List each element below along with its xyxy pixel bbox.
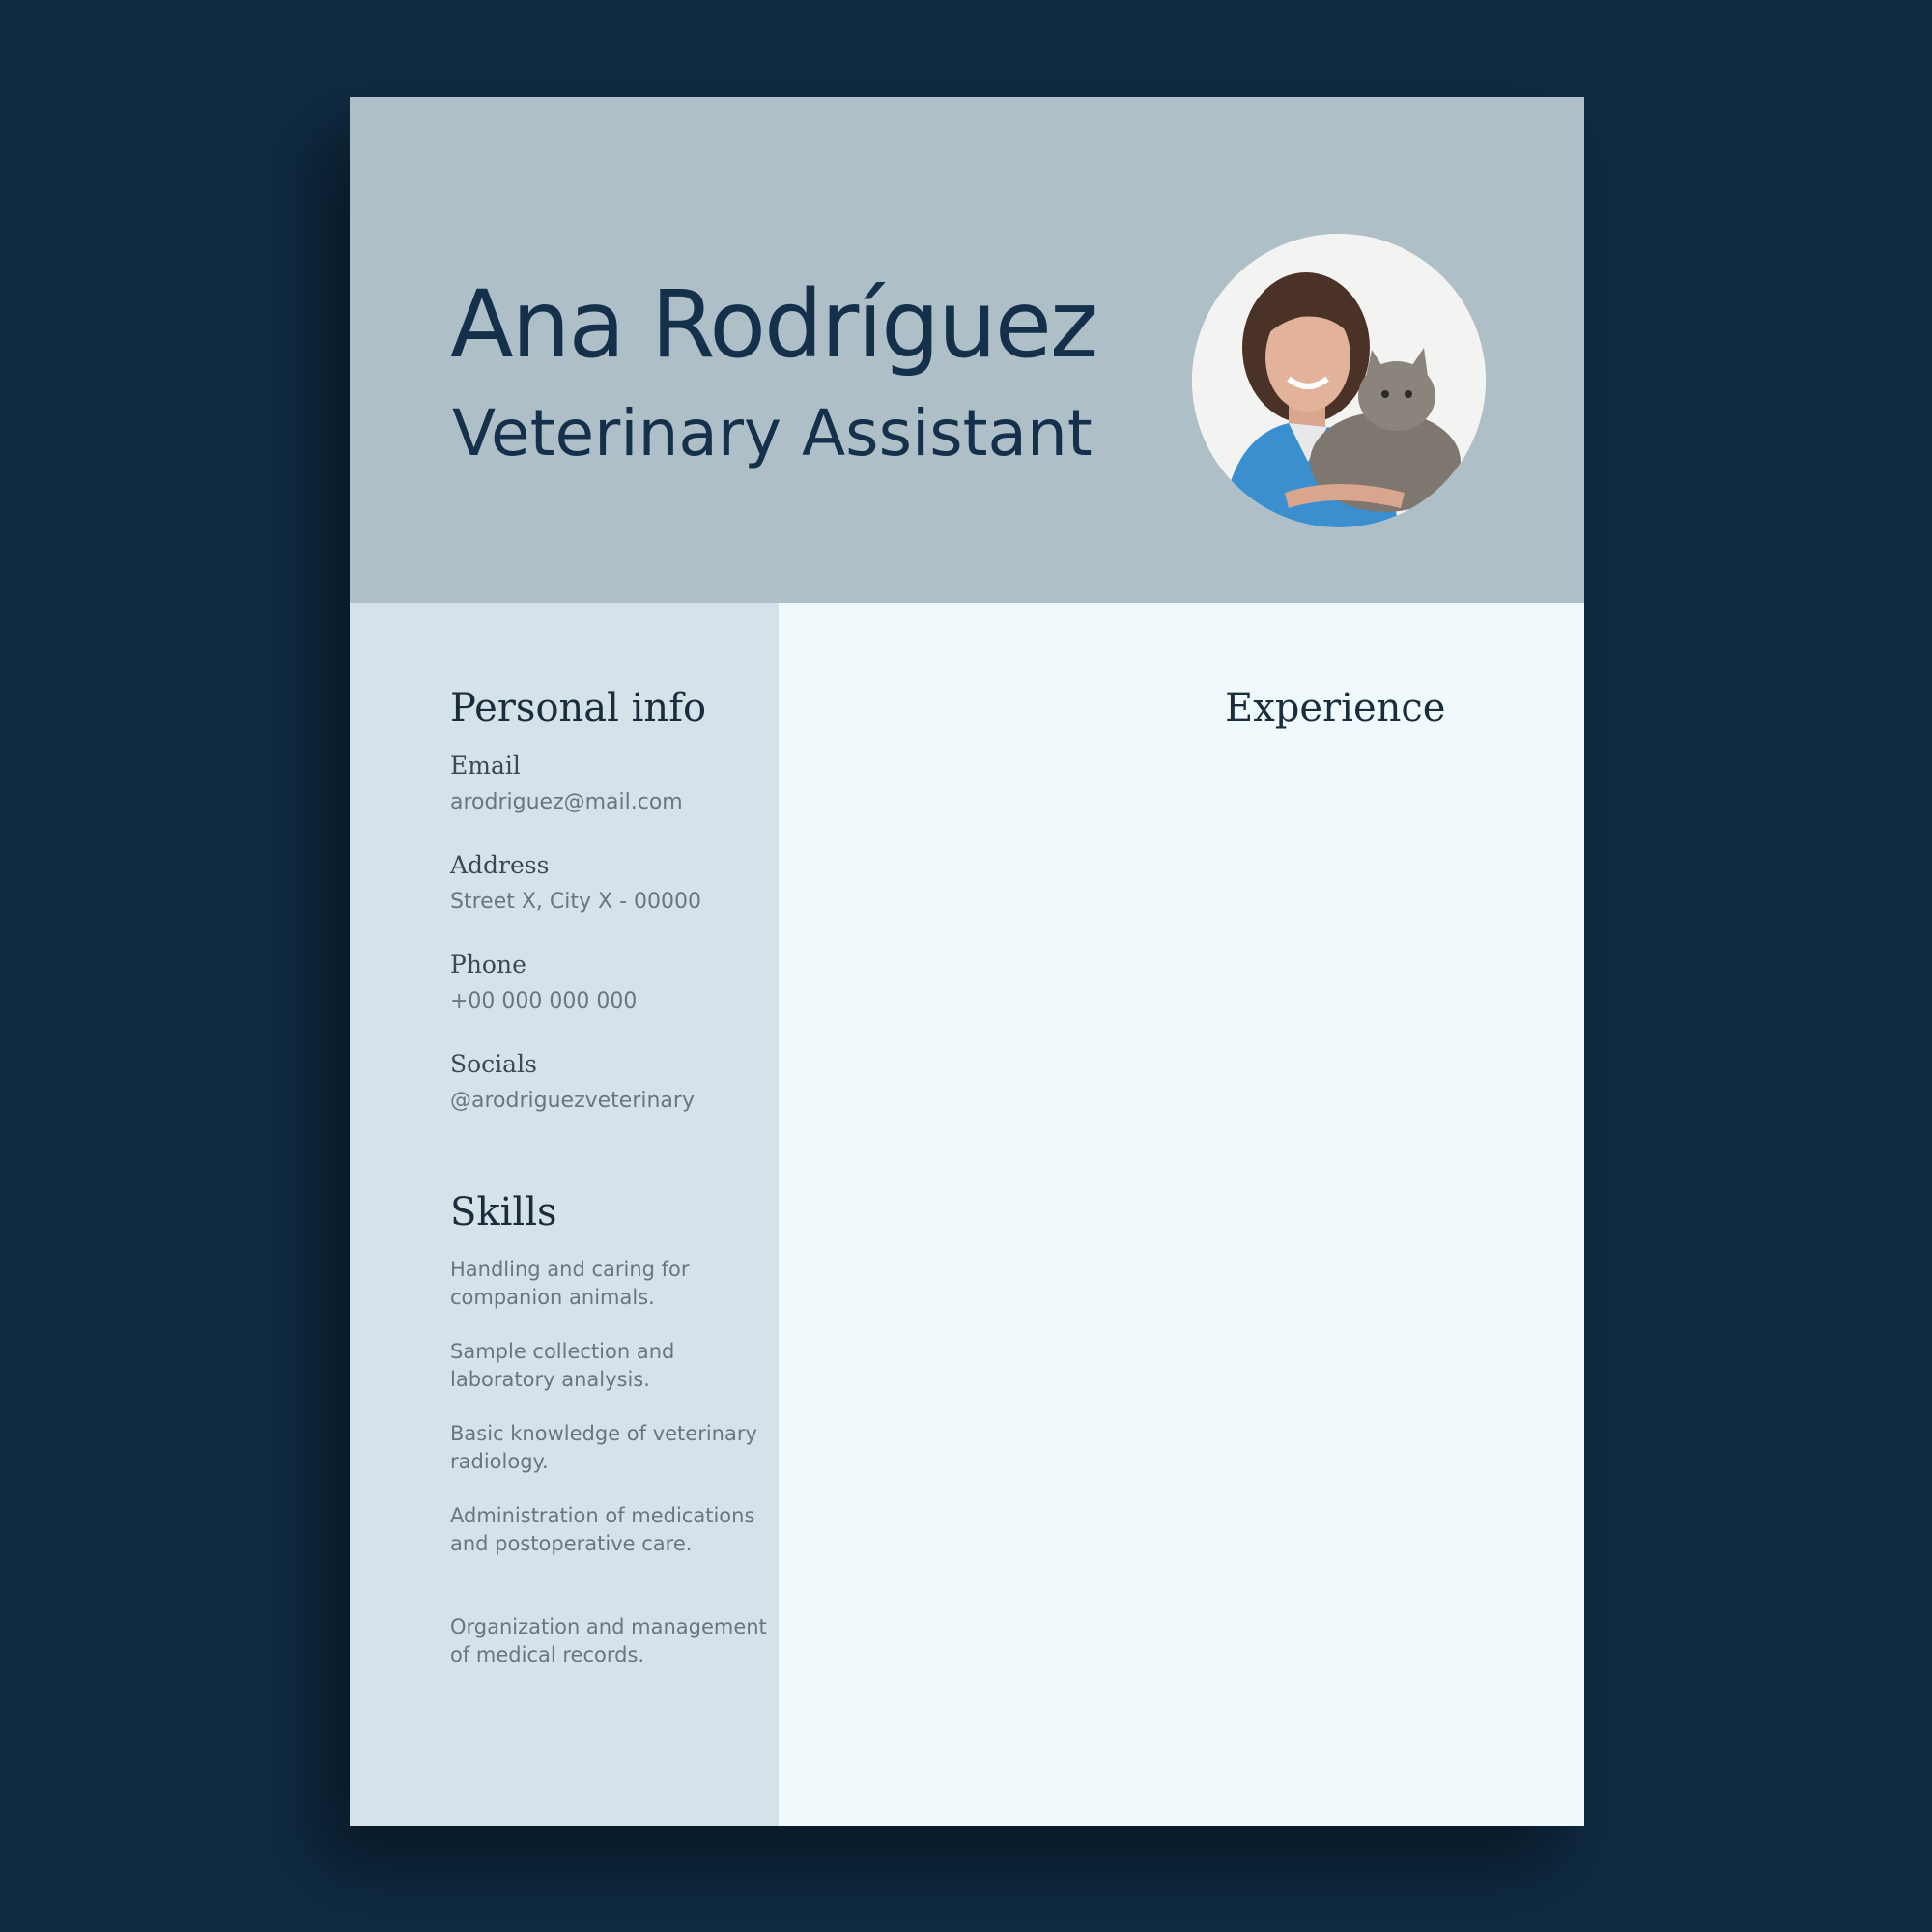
resume-page: [350, 97, 1584, 1826]
email-label: Email: [450, 752, 521, 780]
experience-heading: Experience: [1225, 686, 1446, 730]
address-label: Address: [450, 851, 550, 879]
email-value: arodriguez@mail.com: [450, 790, 683, 814]
skill-item: Basic knowledge of veterinary radiology.: [450, 1422, 757, 1473]
socials-label: Socials: [450, 1050, 537, 1078]
skill-item: Sample collection and laboratory analysis.: [450, 1340, 675, 1391]
socials-value: @arodriguezveterinary: [450, 1089, 695, 1113]
sidebar: [350, 603, 779, 1826]
skills-heading: Skills: [450, 1190, 557, 1235]
personal-info-heading: Personal info: [450, 686, 707, 730]
phone-label: Phone: [450, 951, 526, 979]
main-column: [779, 603, 1584, 1826]
candidate-name: Ana Rodríguez: [450, 270, 1097, 379]
skill-item: Handling and caring for companion animals.: [450, 1258, 690, 1309]
profile-photo: [1192, 234, 1486, 527]
header-band: [350, 97, 1584, 603]
address-value: Street X, City X - 00000: [450, 890, 701, 914]
skill-item: Administration of medications and postoperative care.: [450, 1504, 755, 1555]
phone-value: +00 000 000 000: [450, 989, 638, 1013]
candidate-role: Veterinary Assistant: [452, 396, 1093, 470]
skill-item: Organization and management of medical records.: [450, 1615, 767, 1666]
